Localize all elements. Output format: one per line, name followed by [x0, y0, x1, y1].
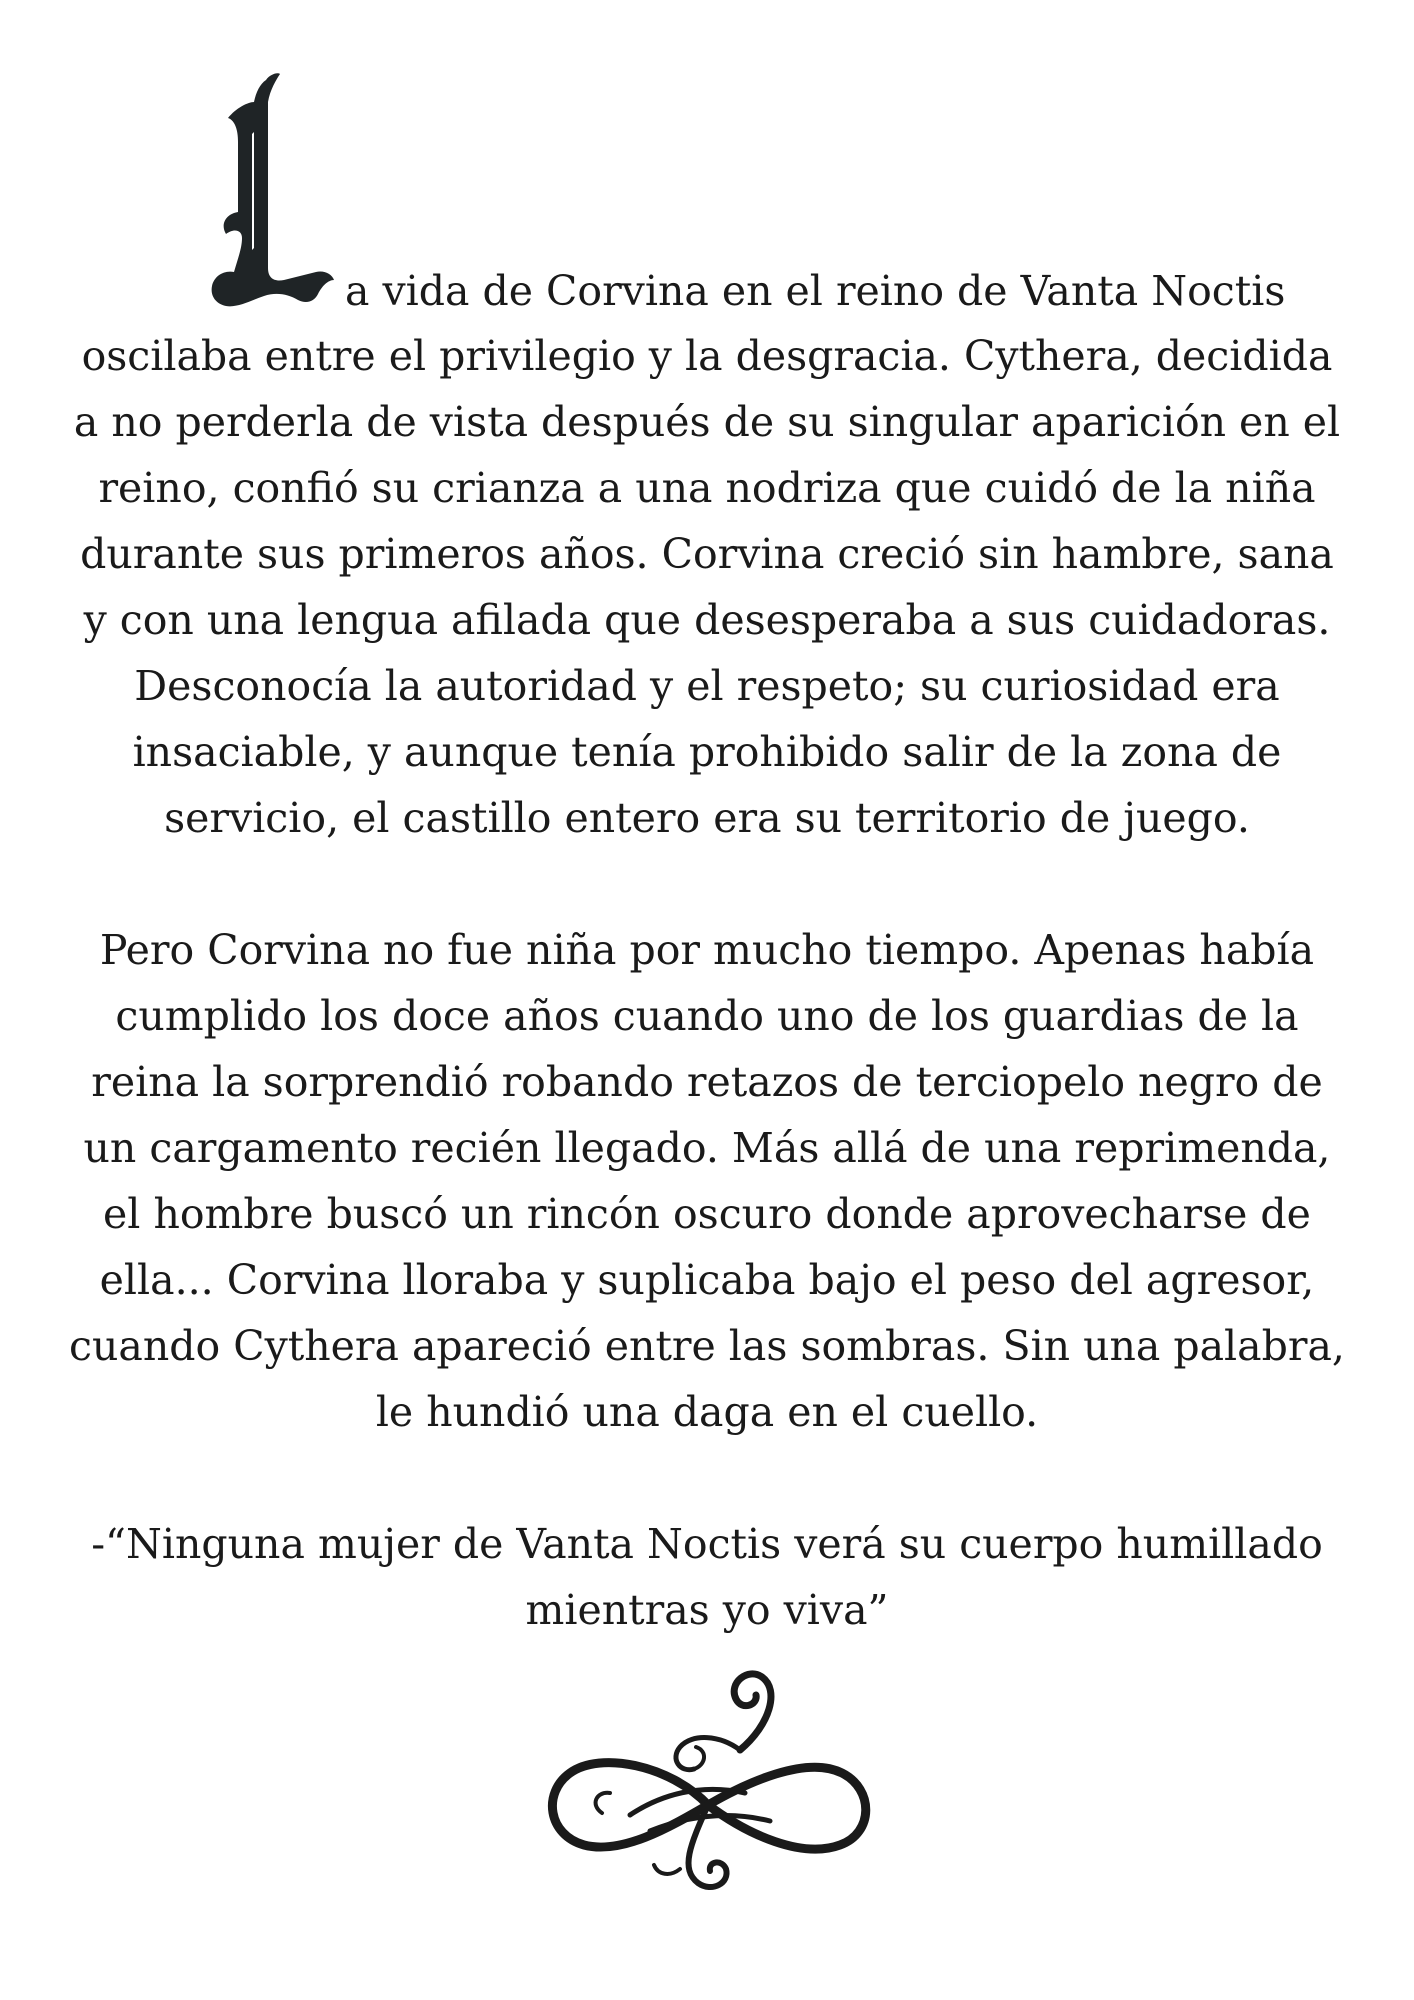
- paragraph1-line-4: reino, confió su crianza a una nodriza que cuidó de la niña: [98, 464, 1316, 512]
- paragraph1-line-9: servicio, el castillo entero era su territorio de juego.: [164, 794, 1250, 842]
- drop-cap-blackletter-l-icon: [198, 72, 338, 312]
- quote-line-1: -“Ninguna mujer de Vanta Noctis verá su cuerpo humillado: [91, 1520, 1323, 1568]
- paragraph1-line-5: durante sus primeros años. Corvina creció sin hambre, sana: [80, 530, 1334, 578]
- paragraph1-line-7: Desconocía la autoridad y el respeto; su curiosidad era: [134, 662, 1280, 710]
- paragraph2-line-1: Pero Corvina no fue niña por mucho tiempo. Apenas había: [99, 926, 1315, 974]
- paragraph2-line-3: reina la sorprendió robando retazos de terciopelo negro de: [91, 1058, 1323, 1106]
- paragraph1-line-2: oscilaba entre el privilegio y la desgracia. Cythera, decidida: [81, 332, 1333, 380]
- paragraph1-line-1: a vida de Corvina en el reino de Vanta Noctis: [345, 267, 1286, 315]
- quote-line-2: mientras yo viva”: [525, 1586, 889, 1634]
- flourish-ornament-icon: [530, 1655, 890, 1905]
- paragraph1-line-3: a no perderla de vista después de su singular aparición en el: [73, 398, 1341, 446]
- paragraph2-line-8: le hundió una daga en el cuello.: [375, 1388, 1039, 1436]
- paragraph2-line-5: el hombre buscó un rincón oscuro donde aprovecharse de: [103, 1190, 1311, 1238]
- paragraph2-line-4: un cargamento recién llegado. Más allá de una reprimenda,: [83, 1124, 1331, 1172]
- paragraph2-line-6: ella... Corvina lloraba y suplicaba bajo el peso del agresor,: [99, 1256, 1315, 1304]
- paragraph1-line-8: insaciable, y aunque tenía prohibido salir de la zona de: [132, 728, 1282, 776]
- paragraph1-line-6: y con una lengua afilada que desesperaba a sus cuidadoras.: [83, 596, 1331, 644]
- paragraph2-line-2: cumplido los doce años cuando uno de los guardias de la: [115, 992, 1299, 1040]
- paragraph2-line-7: cuando Cythera apareció entre las sombras. Sin una palabra,: [69, 1322, 1345, 1370]
